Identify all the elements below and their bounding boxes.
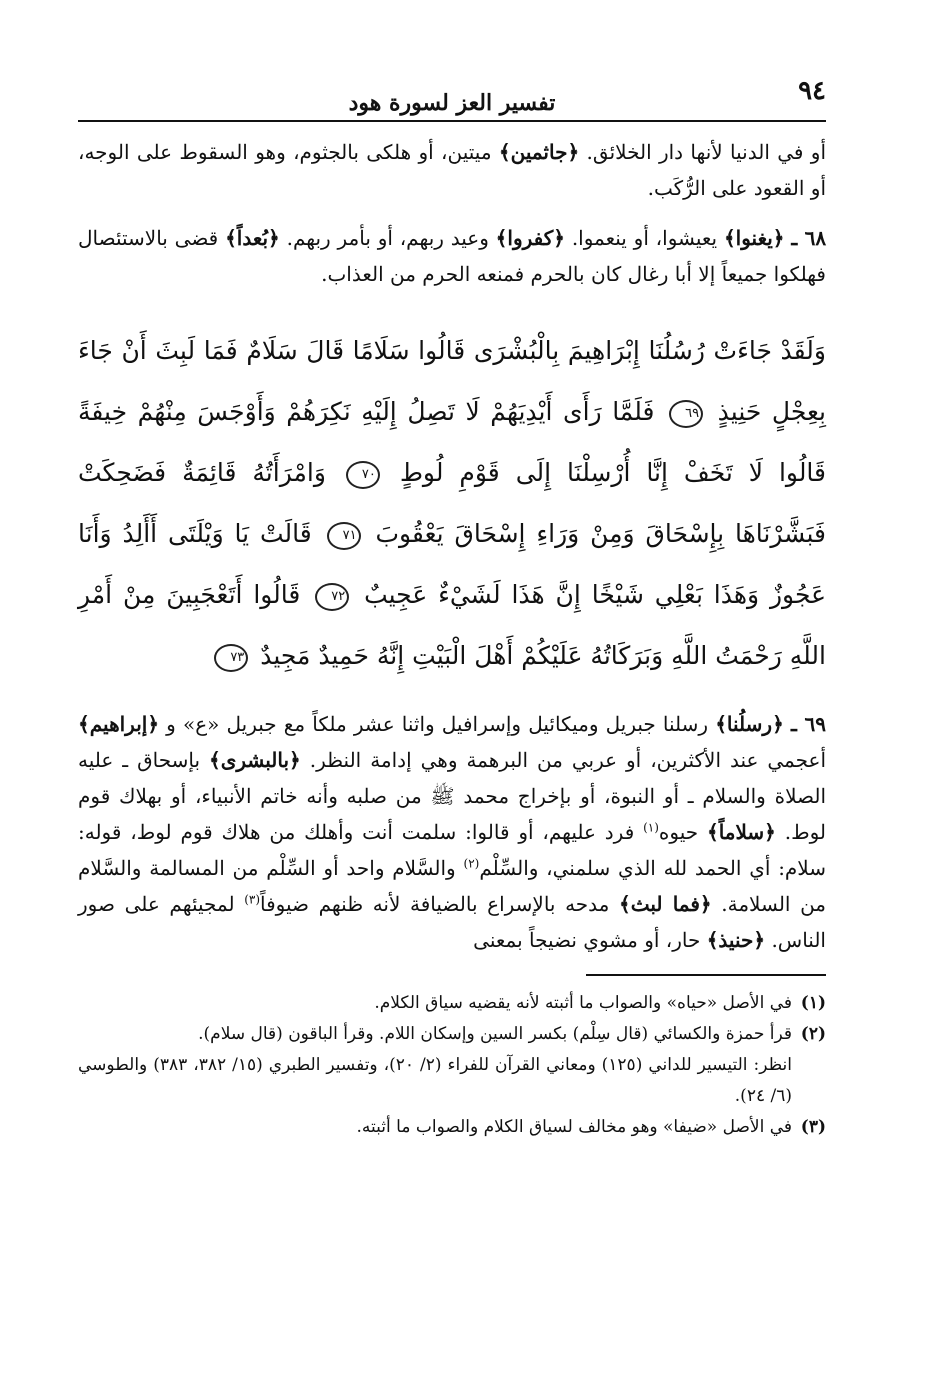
running-title: تفسير العز لسورة هود [348,90,556,116]
quran-term: ﴿جاثمين﴾ [498,140,580,164]
page-number: ٩٤ [798,76,826,106]
verse-end-marker: ٧٢ [315,583,349,611]
verse-text: قَالَتْ يَا وَيْلَتَى أَأَلِدُ وَأَنَا عَجُوزٌ وَهَذَا بَعْلِي شَيْخًا إِنَّ هَذَا لَشَيْءٌ عَجِيبٌ [78,519,826,609]
text-segment: فرد عليهم، أو قالوا: سلمت أنت وأهلك من هلاك قوم لوط، قوله: سلام: أي الحمد لله الذي سلمني، والسِّلْم [78,820,827,880]
text-segment: أعجمي عند الأكثرين، أو عربي من البرهمة وهي إدامة النظر. [309,748,827,772]
verse-number: ٦٩ ـ [790,712,827,736]
footnote-number: (١) [800,993,826,1013]
text-segment: يعيشوا، أو ينعموا. [571,226,718,250]
verse-text: فَلَمَّا رَأَى أَيْدِيَهُمْ لَا تَصِلُ إِلَيْهِ نَكِرَهُمْ وَأَوْجَسَ مِنْهُمْ خِيفَةً قَالُوا لَا تَخَفْ إِنَّا أُرْسِلْنَا إِلَى قَوْمِ لُوطٍ [78,397,826,487]
footnote-divider [586,974,826,976]
footnote-2-continuation [78,1050,826,1112]
footnote-text: قرأ حمزة والكسائي (قال سِلْم) بكسر السين وإسكان اللام. وقرأ الباقون (قال سلام). [198,1024,792,1044]
verse-number: ٦٨ ـ [791,226,827,250]
text-segment: رسلنا جبريل وميكائيل وإسرافيل واثنا عشر ملكاً مع جبريل «ع» و [166,712,709,736]
quran-verses-block [78,320,826,686]
verse-text: وَامْرَأَتُهُ قَائِمَةٌ فَضَحِكَتْ فَبَشَّرْنَاهَا بِإِسْحَاقَ وَمِنْ وَرَاءِ إِسْحَاقَ يَعْقُوبَ [78,458,826,548]
paragraph-intro [78,134,826,206]
footnote-text: في الأصل «حياه» والصواب ما أثبته لأنه يقضيه سياق الكلام. [374,993,792,1013]
footnotes [78,988,826,1143]
footnote-ref[interactable]: (١) [643,820,659,835]
quran-term: ﴿رسلُنا﴾ [715,712,784,736]
paragraph-verse-69 [78,706,826,958]
footnote-3 [78,1112,826,1143]
footnote-text: انظر: التيسير للداني (١٢٥) ومعاني القرآن للفراء (٢/ ٢٠)، وتفسير الطبري (١٥/ ٣٨٢، ٣٨٣) والطوسي (٦/ ٢٤). [78,1055,792,1106]
verse-end-marker: ٧٣ [214,644,248,672]
text-segment: بإسحاق ـ عليه الصلاة والسلام ـ أو النبوة، أو بإخراج محمد ﷺ من صلبه وأنه خاتم الأنبياء، أو بهلاك قوم لوط. [78,748,827,844]
quran-term: ﴿بالبشرى﴾ [209,748,301,772]
verse-end-marker: ٧٠ [346,461,380,489]
verse-end-marker: ٧١ [327,522,361,550]
footnote-text: في الأصل «ضيفا» وهو مخالف لسياق الكلام والصواب ما أثبته. [356,1117,792,1137]
quran-term: ﴿فما لبث﴾ [619,892,712,916]
footnote-number: (٣) [800,1117,826,1137]
verse-text: قَالُوا أَتَعْجَبِينَ مِنْ أَمْرِ اللَّهِ رَحْمَتُ اللَّهِ وَبَرَكَاتُهُ عَلَيْكُمْ أَهْلَ الْبَيْتِ إِنَّهُ حَمِيدٌ مَجِيدٌ [78,580,826,670]
verse-end-marker: ٦٩ [669,400,703,428]
quran-term: ﴿سلاماً﴾ [706,820,776,844]
text-segment: حيوه [658,820,699,844]
text-segment: أو في الدنيا لأنها دار الخلائق. [586,140,826,164]
book-page [78,70,826,1360]
text-segment: حار، أو مشوي نضيجاً بمعنى [473,928,701,952]
footnote-ref[interactable]: (٣) [244,892,261,907]
quran-term: ﴿إبراهيم﴾ [78,712,160,736]
text-segment: قضى بالاستئصال فهلكوا جميعاً إلا أبا رغال كان بالحرم فمنعه الحرم من العذاب. [78,226,826,286]
footnote-1 [78,988,826,1019]
quran-term: ﴿يغنوا﴾ [723,226,785,250]
text-segment: ميتين، أو هلكى بالجثوم، وهو السقوط على الوجه، أو القعود على الرُّكَب. [78,140,826,200]
footnote-number: (٢) [800,1024,826,1044]
quran-term: ﴿حنيذ﴾ [706,928,766,952]
paragraph-verse-68 [78,220,826,292]
verse-text: وَلَقَدْ جَاءَتْ رُسُلُنَا إِبْرَاهِيمَ بِالْبُشْرَى قَالُوا سَلَامًا قَالَ سَلَامٌ فَمَا لَبِثَ أَنْ جَاءَ بِعِجْلٍ حَنِيذٍ [78,336,826,426]
footnote-ref[interactable]: (٢) [463,856,480,871]
quran-term: ﴿بُعداً﴾ [225,226,280,250]
text-segment: والسَّلام واحد أو السِّلْم من المسالمة والسَّلام من السلامة. [78,856,827,916]
text-segment: وعيد ربهم، أو بأمر ربهم. [286,226,489,250]
page-header [78,70,826,122]
footnote-2 [78,1019,826,1050]
text-segment: لمجيئهم على صور الناس. [78,892,826,952]
quran-term: ﴿كفروا﴾ [495,226,565,250]
text-segment: مدحه بالإسراع بالضيافة لأنه ظنهم ضيوفاً [260,892,610,916]
